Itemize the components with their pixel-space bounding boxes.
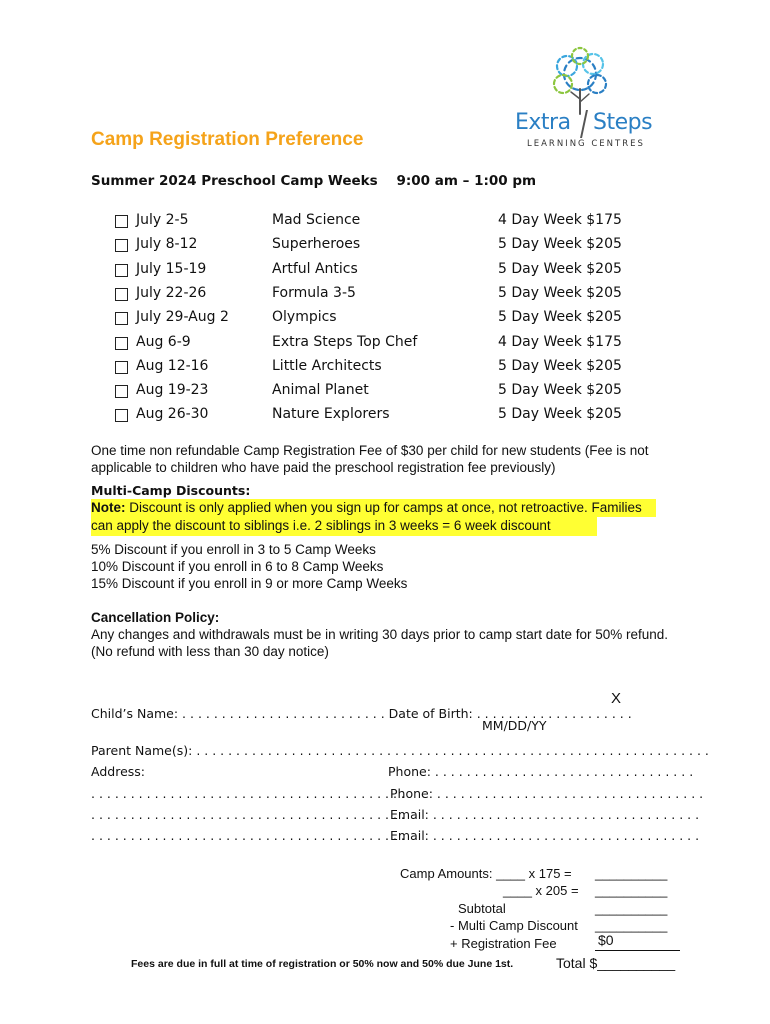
discount-tiers xyxy=(91,541,407,592)
camp-date: Aug 26-30 xyxy=(136,406,209,423)
camp-date: July 2-5 xyxy=(136,212,189,228)
camp-row xyxy=(0,236,770,258)
registration-fee-line-2: applicable to children who have paid the preschool registration fee previously) xyxy=(91,460,556,475)
camp-row xyxy=(0,285,770,307)
discount-tier: 5% Discount if you enroll in 3 to 5 Camp Weeks xyxy=(91,542,376,557)
camp-theme: Artful Antics xyxy=(272,260,358,277)
camp-row xyxy=(0,309,770,331)
camp-date: Aug 19-23 xyxy=(136,382,209,399)
tree-logo-icon xyxy=(505,44,655,119)
address-field-line-3[interactable]: . . . . . . . . . . . . . . . . . . . . . . . . . . . . . . . . . . . . . . . . xyxy=(91,828,405,843)
discount-note-line-2 xyxy=(91,517,597,536)
total-field[interactable]: Total $__________ xyxy=(556,955,676,971)
cancellation-line-1: Any changes and withdrawals must be in writing 30 days prior to camp start date for 50% refund. xyxy=(91,627,669,642)
camp-row xyxy=(0,382,770,404)
discounts-heading: Multi-Camp Discounts: xyxy=(91,483,251,498)
registration-fee-value[interactable]: $0 xyxy=(598,932,614,948)
camp-price: 5 Day Week $205 xyxy=(498,406,622,423)
discount-note-text-2: can apply the discount to siblings i.e. 2 siblings in 3 weeks = 6 week discount xyxy=(91,518,551,533)
parent-names-field[interactable]: Parent Name(s): . . . . . . . . . . . . . . . . . . . . . . . . . . . . . . . . . . . . . . . . . . . . . . . . . . . . . . . . . . . . . . . . . xyxy=(91,743,709,758)
camp-row xyxy=(0,212,770,234)
camp-theme: Mad Science xyxy=(272,212,361,228)
address-field-line-1[interactable]: . . . . . . . . . . . . . . . . . . . . . . . . . . . . . . . . . . . . . . . . xyxy=(91,786,405,801)
logo-word-extra: Extra xyxy=(515,110,571,135)
camp-theme: Extra Steps Top Chef xyxy=(272,333,418,350)
registration-fee-note xyxy=(91,442,649,476)
camp-row xyxy=(0,406,770,428)
camp-theme: Nature Explorers xyxy=(272,406,390,423)
subtotal-label: Subtotal xyxy=(458,901,506,916)
registration-fee-underline xyxy=(595,950,680,951)
camp-theme: Animal Planet xyxy=(272,382,369,399)
camp-theme: Superheroes xyxy=(272,236,361,253)
camp-price: 5 Day Week $205 xyxy=(498,309,622,326)
subtotal-blank[interactable]: __________ xyxy=(595,901,668,916)
camp-checkbox[interactable] xyxy=(115,215,128,228)
camp-checkbox[interactable] xyxy=(115,337,128,350)
discount-note-label: Note: xyxy=(91,500,126,515)
multi-discount-blank[interactable]: __________ xyxy=(595,918,668,933)
registration-fee-label: + Registration Fee xyxy=(450,936,557,951)
logo-tagline: LEARNING CENTRES xyxy=(527,139,645,149)
camp-amounts-175-blank[interactable]: __________ xyxy=(595,866,668,881)
camp-date: July 22-26 xyxy=(136,284,207,301)
camp-checkbox[interactable] xyxy=(115,385,128,398)
camp-date: Aug 12-16 xyxy=(136,357,209,374)
due-note: Fees are due in full at time of registration or 50% now and 50% due June 1st. xyxy=(131,958,514,970)
camp-checkbox[interactable] xyxy=(115,409,128,422)
phone-field-2[interactable]: Phone: . . . . . . . . . . . . . . . . . . . . . . . . . . . . . . . . . . xyxy=(390,786,704,801)
cancellation-heading: Cancellation Policy: xyxy=(91,610,220,625)
email-field-1[interactable]: Email: . . . . . . . . . . . . . . . . . . . . . . . . . . . . . . . . . . xyxy=(390,807,700,822)
camp-price: 5 Day Week $205 xyxy=(498,284,622,301)
camp-theme: Olympics xyxy=(272,309,337,326)
camp-row xyxy=(0,261,770,283)
camp-theme: Little Architects xyxy=(272,357,382,374)
cancellation-line-2: (No refund with less than 30 day notice) xyxy=(91,644,329,659)
camp-date: July 8-12 xyxy=(136,236,198,253)
camp-price: 5 Day Week $205 xyxy=(498,260,622,277)
logo-word-steps: Steps xyxy=(593,110,653,135)
camp-price: 5 Day Week $205 xyxy=(498,236,622,253)
dob-format-hint: MM/DD/YY xyxy=(482,718,547,733)
camp-row xyxy=(0,358,770,380)
camp-checkbox[interactable] xyxy=(115,288,128,301)
camp-price: 5 Day Week $205 xyxy=(498,382,622,399)
discount-note-line-1 xyxy=(91,499,656,517)
camp-row xyxy=(0,334,770,356)
logo xyxy=(505,44,655,154)
camp-checkbox[interactable] xyxy=(115,361,128,374)
phone-field-1[interactable]: Phone: . . . . . . . . . . . . . . . . . . . . . . . . . . . . . . . . . xyxy=(388,764,694,779)
multi-discount-label: - Multi Camp Discount xyxy=(450,918,578,933)
camp-weeks-subheading: Summer 2024 Preschool Camp Weeks 9:00 am – 1:00 pm xyxy=(91,173,537,189)
registration-fee-line-1: One time non refundable Camp Registration Fee of $30 per child for new students (Fee is not xyxy=(91,443,649,458)
address-field-line-2[interactable]: . . . . . . . . . . . . . . . . . . . . . . . . . . . . . . . . . . . . . . . . xyxy=(91,807,405,822)
address-label: Address: xyxy=(91,764,145,779)
camp-amounts-205: ____ x 205 = xyxy=(503,883,579,898)
mark-x: X xyxy=(611,690,622,707)
email-field-2[interactable]: Email: . . . . . . . . . . . . . . . . . . . . . . . . . . . . . . . . . . xyxy=(390,828,700,843)
discount-tier: 10% Discount if you enroll in 6 to 8 Camp Weeks xyxy=(91,559,384,574)
camp-date: July 29-Aug 2 xyxy=(136,309,229,326)
camp-date: July 15-19 xyxy=(136,260,207,277)
cancellation-text xyxy=(91,626,668,660)
camp-checkbox[interactable] xyxy=(115,239,128,252)
camp-theme: Formula 3-5 xyxy=(272,284,356,301)
discount-tier: 15% Discount if you enroll in 9 or more Camp Weeks xyxy=(91,576,408,591)
discount-note-text-1: Discount is only applied when you sign up for camps at once, not retroactive. Families xyxy=(125,500,642,515)
camp-checkbox[interactable] xyxy=(115,312,128,325)
camp-amounts-205-blank[interactable]: __________ xyxy=(595,883,668,898)
camp-amounts-175: Camp Amounts: ____ x 175 = xyxy=(400,866,572,881)
camp-date: Aug 6-9 xyxy=(136,333,191,350)
camp-price: 4 Day Week $175 xyxy=(498,212,622,228)
child-name-dob-field[interactable]: Child’s Name: . . . . . . . . . . . . . . . . . . . . . . . . . . Date of Birth: . . . . . . . . . . . . . . . . . . . . xyxy=(91,706,632,721)
camp-price: 4 Day Week $175 xyxy=(498,333,622,350)
page-title: Camp Registration Preference xyxy=(91,129,364,150)
camp-price: 5 Day Week $205 xyxy=(498,357,622,374)
camp-checkbox[interactable] xyxy=(115,264,128,277)
